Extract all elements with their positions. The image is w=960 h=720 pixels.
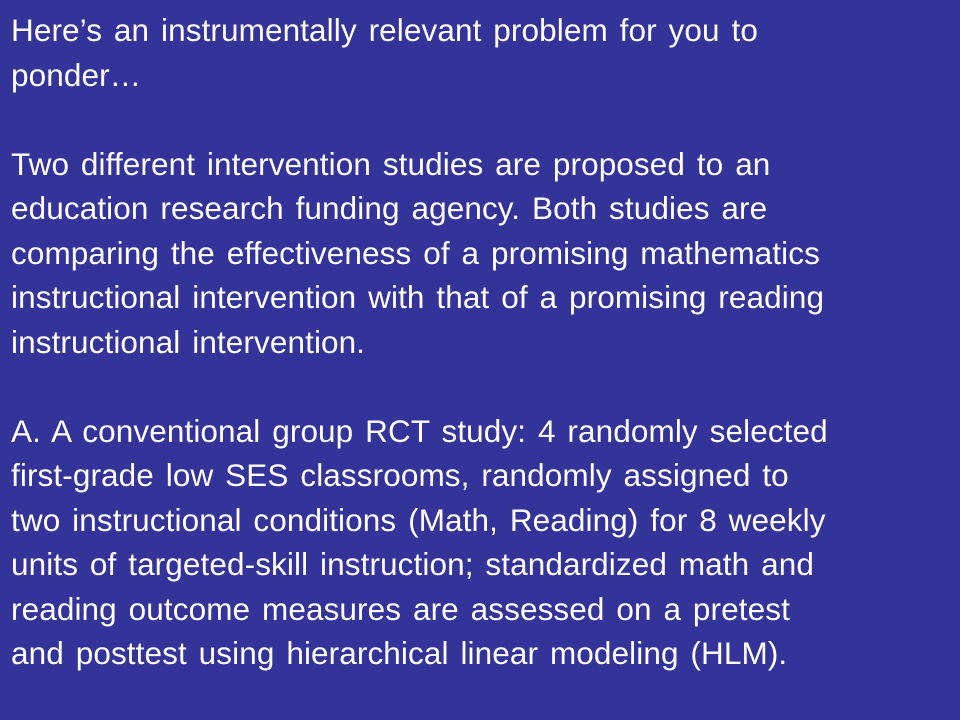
intro-paragraph — [11, 8, 948, 97]
text-line: instructional intervention. — [11, 323, 366, 360]
text-line: units of targeted-skill instruction; standardized math and — [11, 546, 814, 582]
text-line: instructional intervention with that of a promising reading — [11, 279, 825, 315]
text-line: education research funding agency. Both studies are — [11, 190, 768, 226]
text-line: Here’s an instrumentally relevant problem for you to — [11, 12, 758, 48]
text-line: first-grade low SES classrooms, randomly assigned to — [11, 457, 789, 493]
text-line: A. A conventional group RCT study: 4 randomly selected — [11, 412, 828, 449]
studies-description-paragraph — [11, 142, 948, 365]
text-line: two instructional conditions (Math, Reading) for 8 weekly — [11, 501, 826, 538]
study-a-paragraph — [11, 409, 948, 676]
text-line: Two different intervention studies are proposed to an — [11, 145, 771, 182]
text-line: ponder… — [11, 56, 142, 93]
text-line: reading outcome measures are assessed on a pretest — [11, 590, 790, 627]
text-line: and posttest using hierarchical linear modeling (HLM). — [11, 635, 788, 671]
text-line: comparing the effectiveness of a promising mathematics — [11, 234, 820, 271]
